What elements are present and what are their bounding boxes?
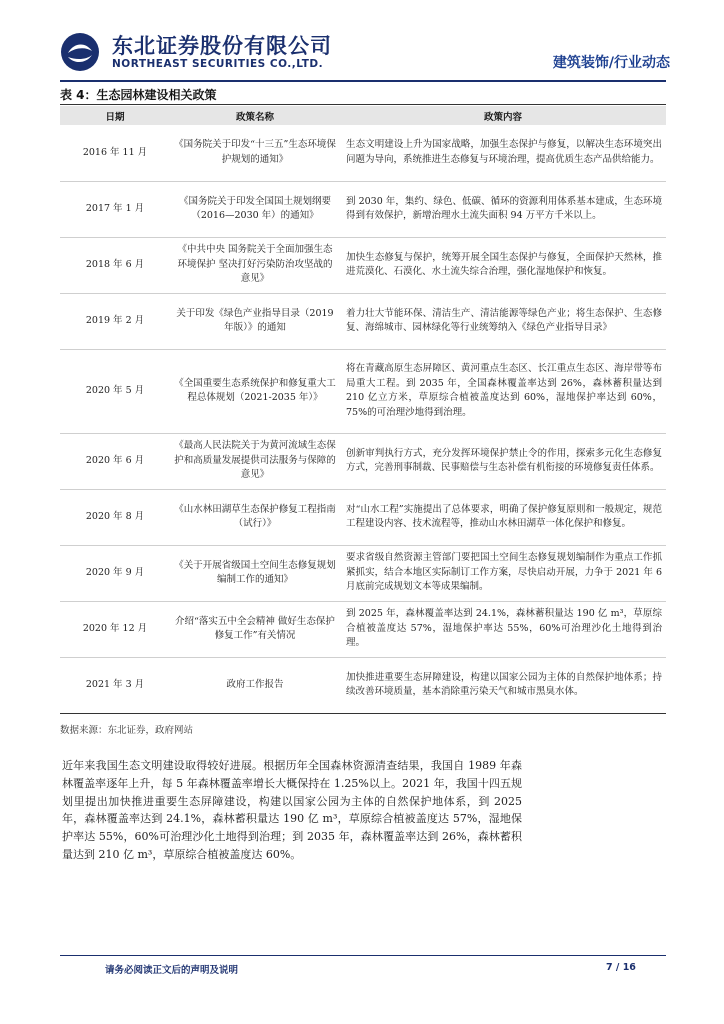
northeast-securities-logo-icon <box>60 32 100 72</box>
table-row <box>60 433 666 489</box>
row-policy-name: 关于印发《绿色产业指导目录（2019 年版）》的通知 <box>170 293 340 349</box>
table-title: 表 4：生态园林建设相关政策 <box>60 88 217 102</box>
table-row <box>60 237 666 293</box>
row-policy-content: 加快推进重要生态屏障建设，构建以国家公园为主体的自然保护地体系；持续改善环境质量，基本消除重污染天气和城市黑臭水体。 <box>340 657 666 713</box>
table-row <box>60 489 666 545</box>
row-date: 2020 年 6 月 <box>60 433 170 489</box>
row-policy-content: 对“山水工程”实施提出了总体要求，明确了保护修复原则和一般规定，规范工程建设内容、技术流程等，推动山水林田湖草一体化保护和修复。 <box>340 489 666 545</box>
row-policy-content: 加快生态修复与保护，统筹开展全国生态保护与修复，全面保护天然林，推进荒漠化、石漠化、水土流失综合治理，强化湿地保护和恢复。 <box>340 237 666 293</box>
row-policy-name: 《山水林田湖草生态保护修复工程指南（试行）》 <box>170 489 340 545</box>
page-header <box>60 28 670 82</box>
row-policy-name: 《国务院关于印发“十三五”生态环境保护规划的通知》 <box>170 125 340 181</box>
table-row <box>60 657 666 713</box>
table-row <box>60 601 666 657</box>
policy-table <box>60 106 666 714</box>
row-date: 2019 年 2 月 <box>60 293 170 349</box>
row-policy-content: 生态文明建设上升为国家战略，加强生态保护与修复，以解决生态环境突出问题为导向，系统推进生态修复与环境治理，提高优质生态产品供给能力。 <box>340 125 666 181</box>
body-paragraph: 近年来我国生态文明建设取得较好进展。根据历年全国森林资源清查结果，我国自 1989 年森林覆盖率逐年上升，每 5 年森林覆盖率增长大概保持在 1.25%以上。2021 年，我国十四五规划里提出加快推进重要生态屏障建设，构建以国家公园为主体的自然保护地体系，到 2025 年，森林覆盖率达到 24.1%，森林蓄积量达 190 亿 m³，草原综合植被盖度达 57%，湿地保护率达 55%，60%可治理沙化土地得到治理；到 2035 年，森林覆盖率达到 26%，森林蓄积量达到 210 亿 m³，草原综合植被盖度达 60%。 <box>62 759 522 861</box>
row-policy-name: 《最高人民法院关于为黄河流域生态保护和高质量发展提供司法服务与保障的意见》 <box>170 433 340 489</box>
table-title-rule <box>60 104 666 105</box>
table-header-row <box>60 106 666 125</box>
brand-name-en: NORTHEAST SECURITIES CO.,LTD. <box>112 58 324 70</box>
row-policy-content: 创新审判执行方式，充分发挥环境保护禁止令的作用，探索多元化生态修复方式，完善刑事制裁、民事赔偿与生态补偿有机衔接的环境修复责任体系。 <box>340 433 666 489</box>
table-row <box>60 181 666 237</box>
row-date: 2016 年 11 月 <box>60 125 170 181</box>
row-policy-name: 《全国重要生态系统保护和修复重大工程总体规划（2021-2035 年）》 <box>170 349 340 433</box>
row-policy-content: 要求省级自然资源主管部门要把国土空间生态修复规划编制作为重点工作抓紧抓实，结合本地区实际制订工作方案，尽快启动开展，力争于 2021 年 6 月底前完成规划文本等成果编制。 <box>340 545 666 601</box>
brand-name-cn: 东北证券股份有限公司 <box>112 34 332 58</box>
row-policy-content: 到 2030 年，集约、绿色、低碳、循环的资源利用体系基本建成，生态环境得到有效保护，新增治理水土流失面积 94 万平方千米以上。 <box>340 181 666 237</box>
table-row <box>60 349 666 433</box>
header-rule <box>60 80 666 82</box>
table-row <box>60 293 666 349</box>
column-header-policy-name: 政策名称 <box>170 106 340 125</box>
column-header-date: 日期 <box>60 106 170 125</box>
row-date: 2020 年 5 月 <box>60 349 170 433</box>
document-type: 建筑装饰/行业动态 <box>552 55 670 71</box>
row-policy-name: 《关于开展省级国土空间生态修复规划编制工作的通知》 <box>170 545 340 601</box>
row-policy-name: 政府工作报告 <box>170 657 340 713</box>
row-policy-content: 到 2025 年，森林覆盖率达到 24.1%，森林蓄积量达 190 亿 m³，草原综合植被盖度达 57%，湿地保护率达 55%，60%可治理沙化土地得到治理。 <box>340 601 666 657</box>
data-source-note: 数据来源：东北证券，政府网站 <box>60 725 194 736</box>
footer-disclaimer: 请务必阅读正文后的声明及说明 <box>105 965 239 976</box>
row-date: 2020 年 8 月 <box>60 489 170 545</box>
row-policy-name: 介绍“落实五中全会精神 做好生态保护修复工作”有关情况 <box>170 601 340 657</box>
row-policy-content: 将在青藏高原生态屏障区、黄河重点生态区、长江重点生态区、海岸带等布局重大工程。到 2035 年，全国森林覆盖率达到 26%，森林蓄积量达到 210 亿立方米，草原综合植被盖度达到 60%，湿地保护率达到 60%，75%的可治理沙地得到治理。 <box>340 349 666 433</box>
row-date: 2018 年 6 月 <box>60 237 170 293</box>
row-date: 2017 年 1 月 <box>60 181 170 237</box>
row-date: 2020 年 12 月 <box>60 601 170 657</box>
row-date: 2021 年 3 月 <box>60 657 170 713</box>
row-policy-name: 《中共中央 国务院关于全面加强生态环境保护 坚决打好污染防治攻坚战的意见》 <box>170 237 340 293</box>
table-row <box>60 545 666 601</box>
column-header-policy-content: 政策内容 <box>340 106 666 125</box>
row-date: 2020 年 9 月 <box>60 545 170 601</box>
page-number: 7 / 16 <box>606 962 636 973</box>
row-policy-name: 《国务院关于印发全国国土规划纲要（2016—2030 年）的通知》 <box>170 181 340 237</box>
footer-rule <box>60 955 666 956</box>
table-row <box>60 125 666 181</box>
row-policy-content: 着力壮大节能环保、清洁生产、清洁能源等绿色产业；将生态保护、生态修复、海绵城市、园林绿化等行业统筹纳入《绿色产业指导目录》 <box>340 293 666 349</box>
